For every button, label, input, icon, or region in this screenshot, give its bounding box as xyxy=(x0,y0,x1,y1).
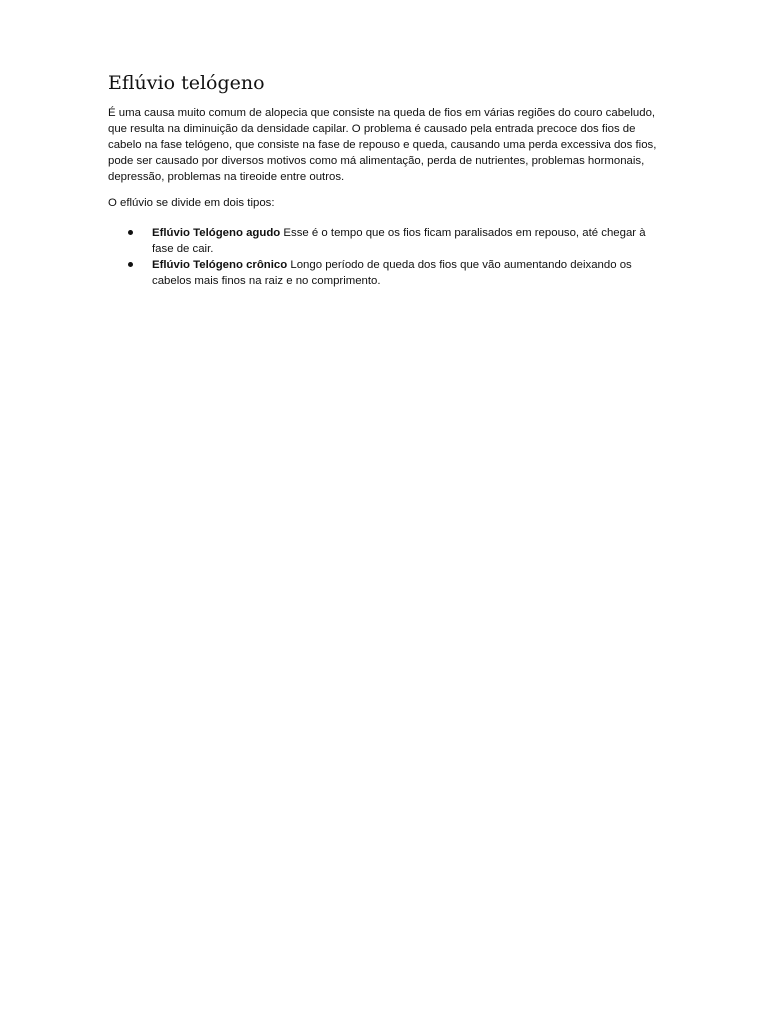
document-title: Eflúvio telógeno xyxy=(108,72,265,94)
bullet-icon xyxy=(128,262,133,267)
bullet-icon xyxy=(128,230,133,235)
list-item xyxy=(108,257,664,289)
intro-paragraph: É uma causa muito comum de alopecia que consiste na queda de fios em várias regiões do couro cabeludo, que resulta na diminuição da densidade capilar. O problema é causado pela entrada precoce dos fios de cabelo na fase telógeno, que consiste na fase de repouso e queda, causando uma perda excessiva dos fios, pode ser causado por diversos motivos como má alimentação, perda de nutrientes, problemas hormonais, depressão, problemas na tireoide entre outros. xyxy=(108,107,657,183)
list-item-term: Eflúvio Telógeno agudo xyxy=(152,227,281,239)
list-item-text: Longo período de queda dos fios que vão aumentando deixando os cabelos mais finos na raiz e no comprimento. xyxy=(152,259,632,287)
list-item xyxy=(108,225,664,257)
list-item-term: Eflúvio Telógeno crônico xyxy=(152,259,288,271)
list-item-text: Esse é o tempo que os fios ficam paralisados em repouso, até chegar à fase de cair. xyxy=(152,227,646,255)
types-intro-paragraph: O eflúvio se divide em dois tipos: xyxy=(108,197,275,209)
types-list xyxy=(108,225,664,289)
document-body xyxy=(108,70,664,289)
